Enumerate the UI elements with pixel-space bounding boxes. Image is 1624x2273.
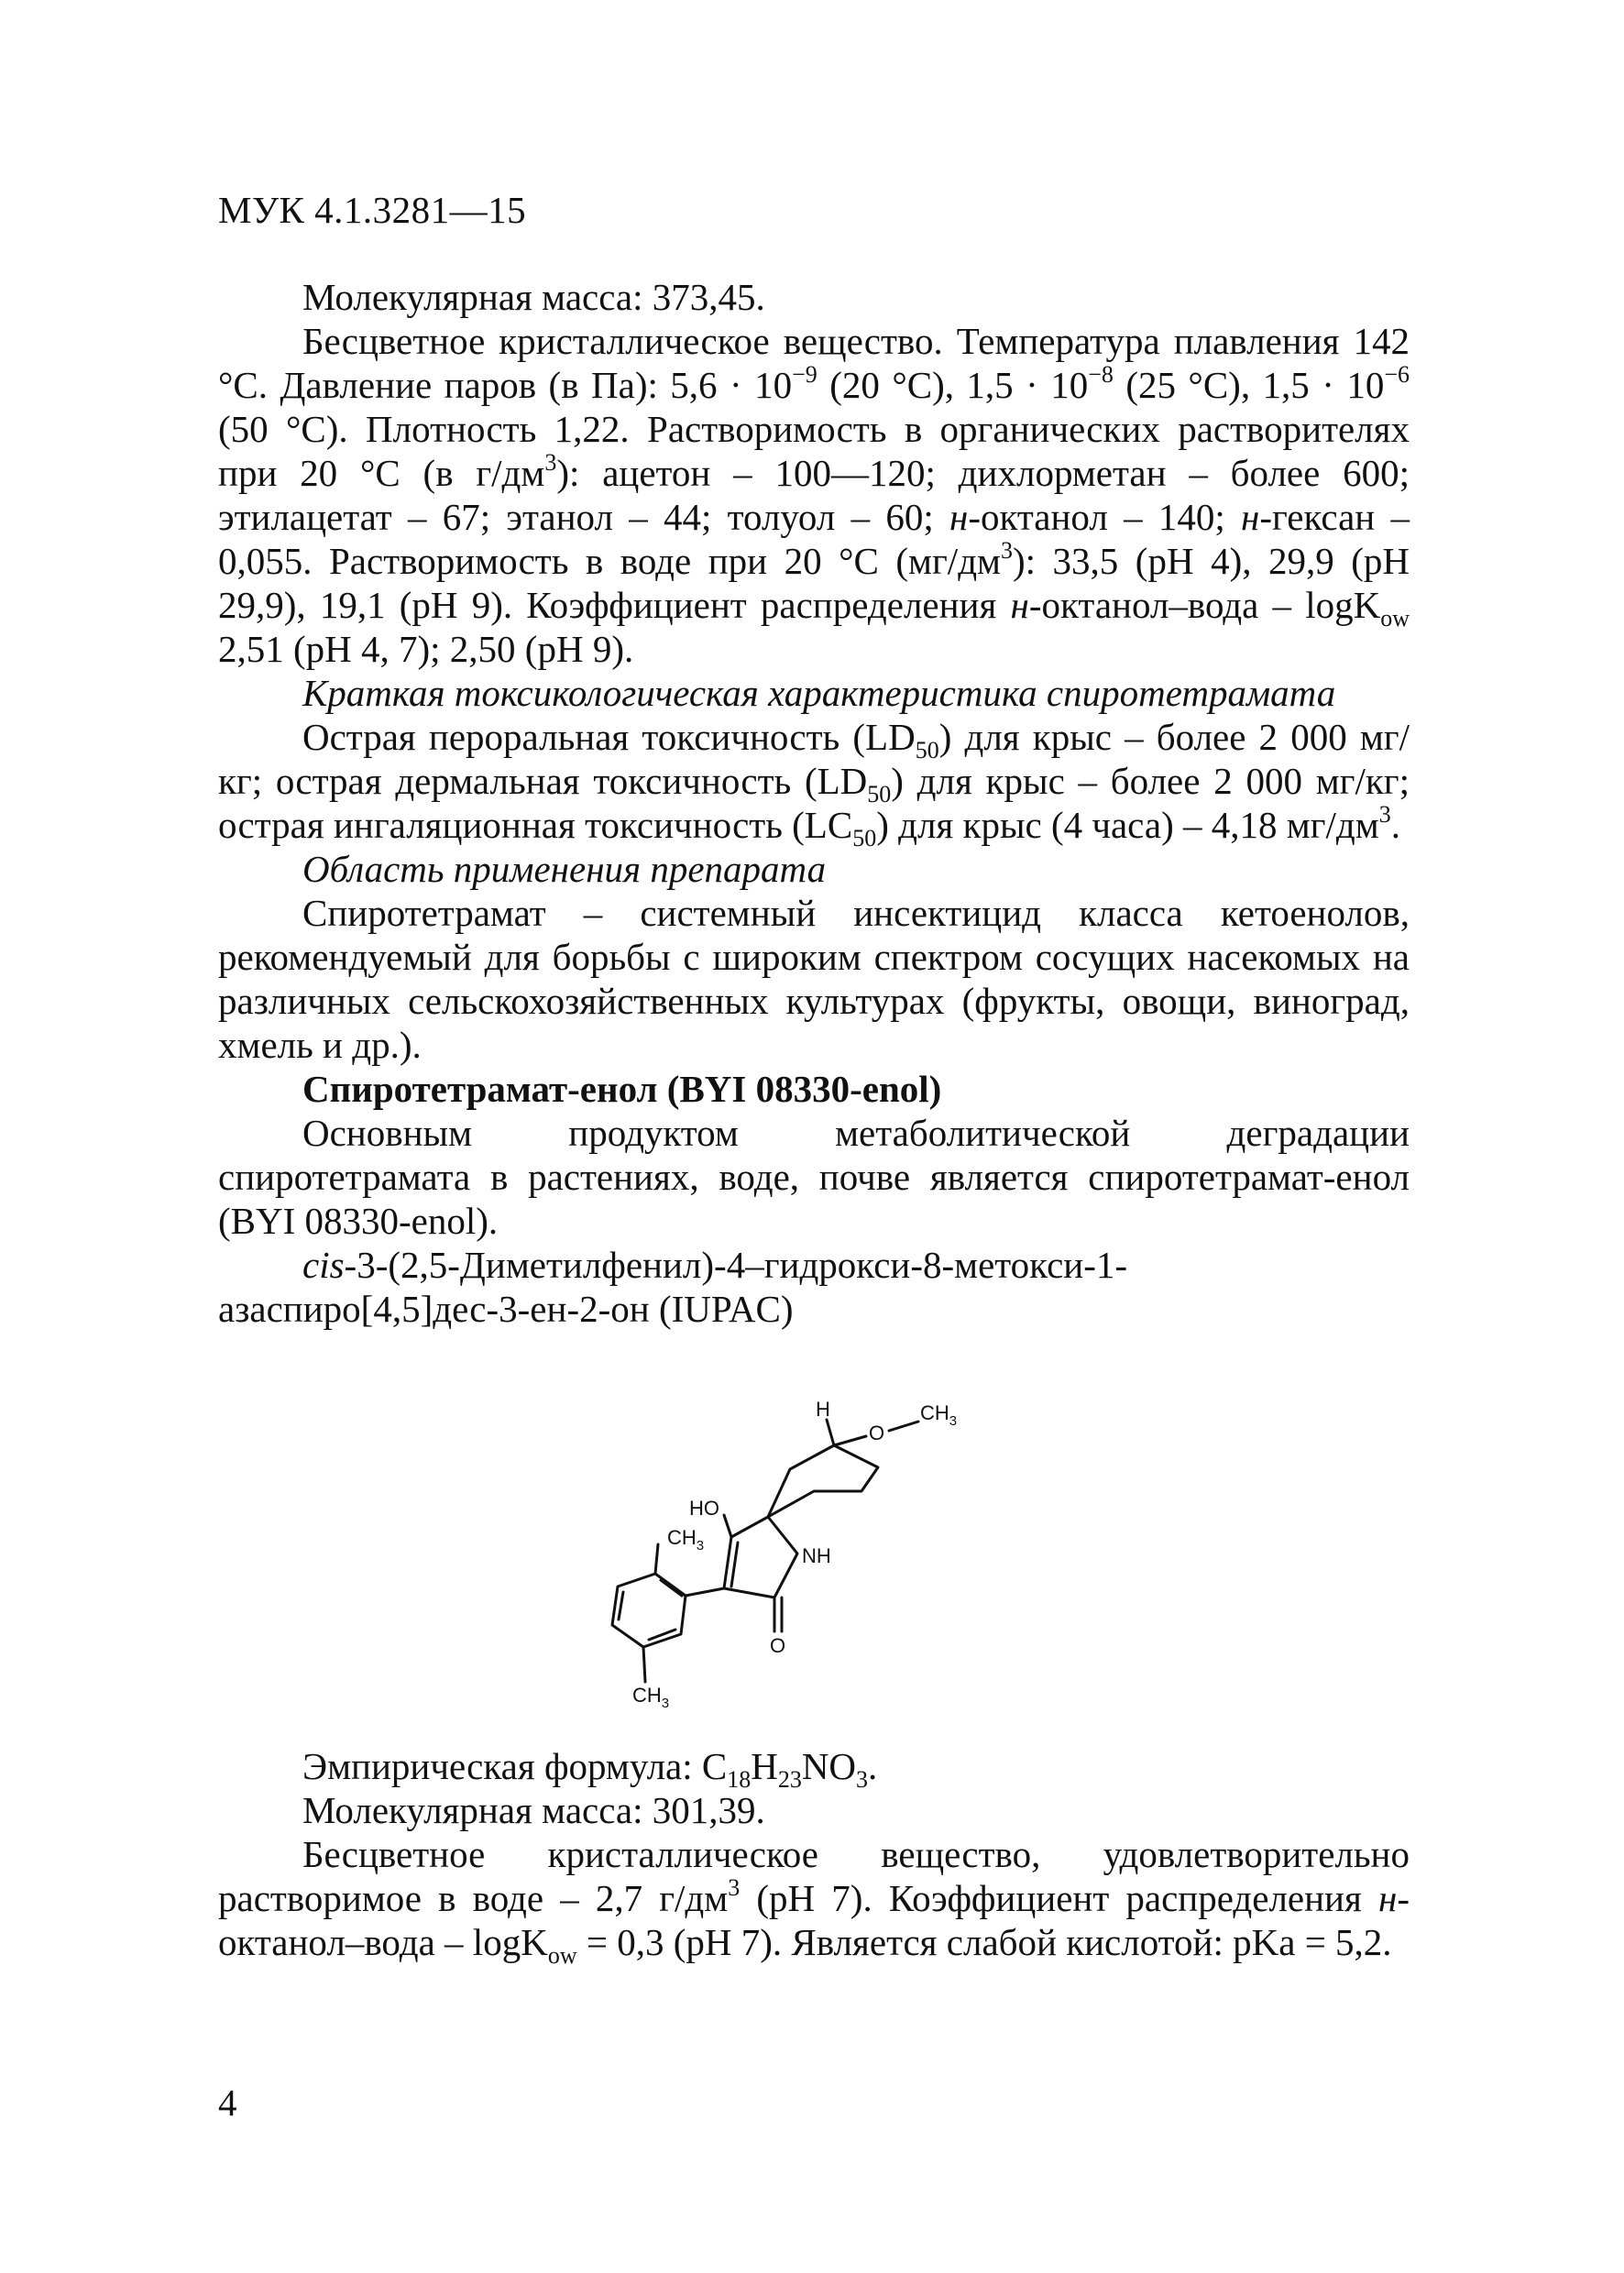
enol-properties-paragraph: Бесцветное кристаллическое вещество, удовлетворительно растворимое в воде – 2,7 $г/дм^3$ (pH 7). Коэффициент распределения н-октанол–вода – logK$_{ow}$ = 0,3 (pH 7). Является слабой кислотой: pKa = 5,2. — [218, 1833, 1410, 1970]
application-paragraph: Спиротетрамат – системный инсектицид класса кетоенолов, рекомендуемый для борьбы с широким спектром сосущих насекомых на различных сельскохозяйственных культурах (фрукты, овощи, виноград, хмель и др.). — [218, 892, 1410, 1066]
toxicology-paragraph: Острая пероральная токсичность $(LD_{50})$ для крыс – более 2 000 мг/кг; острая дермальная токсичность $(LD_{50})$ для крыс – более 2 000 мг/кг; острая ингаляционная токсичность $(LC_{50})$ для крыс (4 часа) – 4,18 $мг/дм^3$. — [218, 716, 1410, 852]
o-keto-label: O — [770, 1634, 786, 1657]
h-label: H — [816, 1398, 830, 1421]
o-methoxy-label: O — [869, 1422, 885, 1444]
toxicology-heading: Краткая токсикологическая характеристика спиротетрамата — [302, 672, 1336, 714]
molecular-mass-line: Молекулярная масса: 373,45. — [302, 276, 765, 318]
iupac-name: cis-3-(2,5-Диметилфенил)-4–гидрокси-8-метокси-1-азаспиро[4,5]дес-3-ен-2-он (IUPAC) — [218, 1244, 1128, 1330]
ch3-meta-label: $CH_3$ — [632, 1684, 670, 1711]
ch3-methoxy-label: $CH_3$ — [920, 1401, 958, 1429]
chemical-structure-diagram — [587, 1379, 1008, 1718]
ch3-ortho-label: $CH_3$ — [667, 1526, 705, 1554]
enol-data-block — [218, 1744, 1410, 1970]
ho-label: HO — [689, 1497, 719, 1520]
application-heading: Область применения препарата — [302, 848, 827, 890]
enol-molecular-mass: Молекулярная масса: 301,39. — [302, 1789, 765, 1831]
physical-properties-paragraph: Бесцветное кристаллическое вещество. Температура плавления 142 °С. Давление паров (в Па): $5,6 \cdot 10^{-9}$ (20 °С), $1,5 \cdot 10^{-8}$ (25 °С), $1,5 \cdot 10^{-6}$ (50 °С). Плотность 1,22. Растворимость в органических растворителях при 20 °С (в $г/дм^3$): ацетон – 100—120; дихлорметан – более 600; этилацетат – 67; этанол – 44; толуол – 60; н-октанол – 140; н-гексан – 0,055. Растворимость в воде при 20 °С $(мг/дм^3)$: 33,5 (pH 4), 29,9 (pH 29,9), 19,1 (pH 9). Коэффициент распределения н-октанол–вода – logK$_{ow}$ 2,51 (pH 4, 7); 2,50 (pH 9). — [218, 320, 1410, 670]
page-number: 4 — [218, 2081, 237, 2124]
enol-heading: Спиротетрамат-енол (BYI 08330-enol) — [302, 1068, 942, 1110]
document-header: МУК 4.1.3281—15 — [218, 189, 527, 231]
empirical-formula: Эмпирическая формула: $C_{18}H_{23}NO_3$. — [302, 1745, 878, 1794]
enol-paragraph: Основным продуктом метаболитической деградации спиротетрамата в растениях, воде, почве является спиротетрамат-енол (BYI 08330-enol). — [218, 1112, 1410, 1242]
nh-label: NH — [802, 1544, 831, 1567]
main-text-block — [218, 275, 1410, 1331]
